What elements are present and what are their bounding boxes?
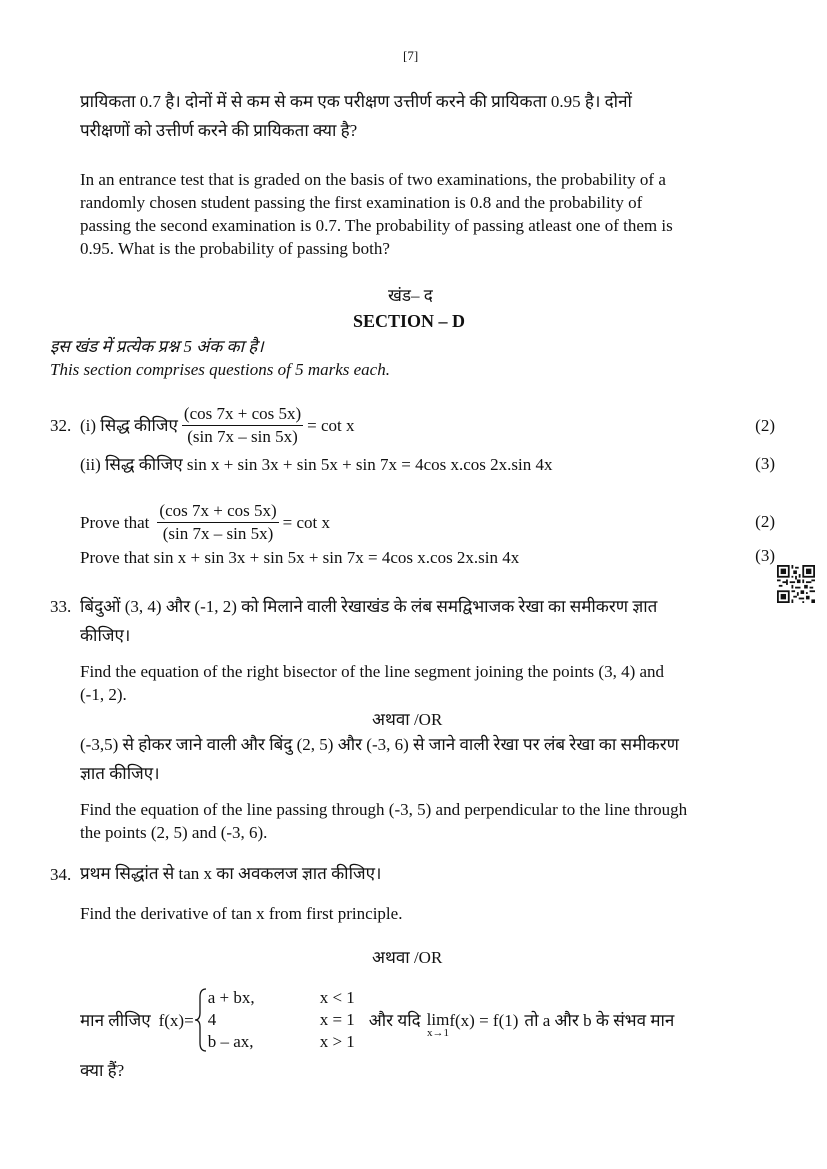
q34-case1-expr: a + bx, [207, 988, 255, 1007]
section-d-hindi-note: इस खंड में प्रत्येक प्रश्न 5 अंक का है। [50, 337, 264, 356]
q33-alt-english-line2: the points (2, 5) and (-3, 6). [80, 823, 268, 842]
q32-part2-hindi: (ii) सिद्ध कीजिए sin x + sin 3x + sin 5x + sin 7x = 4cos x.cos 2x.sin 4x [80, 455, 553, 474]
q34-case3-expr: b – ax, [207, 1032, 254, 1051]
q32-part1-prefix: (i) सिद्ध कीजिए [80, 415, 178, 435]
q32-en-part2: Prove that sin x + sin 3x + sin 5x + sin 7x = 4cos x.cos 2x.sin 4x [80, 548, 520, 567]
page-number: [7] [403, 48, 419, 63]
section-d-note: This section comprises questions of 5 marks each. [50, 360, 390, 379]
q31-hindi-line1: प्रायिकता 0.7 है। दोनों में से कम से कम एक परीक्षण उत्तीर्ण करने की प्रायिकता 0.95 है। दोनों [80, 92, 632, 111]
q33-alt-hindi-line2: ज्ञात कीजिए। [80, 764, 160, 783]
q33-number: 33. [50, 597, 72, 616]
q32-en-fraction-denominator: (sin 7x – sin 5x) [162, 523, 274, 543]
q34-brace [194, 987, 208, 1053]
q32-en-part1 [80, 497, 330, 547]
q34-alt-prefix: मान लीजिए [80, 1010, 151, 1030]
q34-line2: क्या हैं? [80, 1061, 125, 1080]
q31-english-line4: 0.95. What is the probability of passing both? [80, 239, 390, 258]
q34-lim-expr: f(x) = f(1) [449, 1010, 519, 1030]
q33-hindi-line2: कीजिए। [80, 626, 131, 645]
q32-rhs: = cot x [307, 415, 355, 435]
q34-english: Find the derivative of tan x from first principle. [80, 904, 403, 923]
q34-case2-cond: x = 1 [319, 1010, 355, 1029]
q32-en-marks1: (2) [755, 512, 775, 531]
q34-case-row [208, 987, 355, 1009]
q32-prove-that: Prove that [80, 512, 150, 532]
q34-piecewise [208, 987, 355, 1053]
q32-fraction-denominator: (sin 7x – sin 5x) [187, 426, 298, 446]
q34-alt-question [80, 985, 674, 1055]
q32-en-fraction [157, 500, 278, 545]
q34-limit [427, 1011, 450, 1039]
q32-part1 [80, 400, 355, 450]
q31-hindi-line2: परीक्षणों को उत्तीर्ण करने की प्रायिकता क्या है? [80, 121, 358, 140]
q34-case2-expr: 4 [207, 1010, 217, 1029]
q32-fraction-numerator: (cos 7x + cos 5x) [182, 403, 303, 426]
q31-english-line3: passing the second examination is 0.7. The probability of passing atleast one of them is [80, 216, 673, 235]
q34-case1-cond: x < 1 [319, 988, 355, 1007]
q34-or: अथवा /OR [372, 948, 443, 967]
q32-marks1: (2) [755, 416, 775, 435]
q33-or: अथवा /OR [372, 710, 443, 729]
q34-suffix: तो a और b के संभव मान [524, 1010, 675, 1030]
q32-number: 32. [50, 416, 72, 435]
q32-marks2: (3) [755, 454, 775, 473]
q32-en-rhs: = cot x [282, 512, 330, 532]
q34-number: 34. [50, 865, 72, 884]
q33-english-line1: Find the equation of the right bisector of the line segment joining the points (3, 4) and [80, 662, 665, 681]
q34-hindi: प्रथम सिद्धांत से tan x का अवकलज ज्ञात कीजिए। [80, 864, 382, 883]
q31-english-line1: In an entrance test that is graded on the basis of two examinations, the probability of a [80, 170, 666, 189]
q34-case3-cond: x > 1 [319, 1032, 355, 1051]
q33-alt-hindi-line1: (-3,5) से होकर जाने वाली और बिंदु (2, 5) और (-3, 6) से जाने वाली रेखा पर लंब रेखा का समीकरण [80, 735, 679, 754]
section-d-title: SECTION – D [353, 311, 466, 331]
q33-alt-english-line1: Find the equation of the line passing through (-3, 5) and perpendicular to the line through [80, 800, 688, 819]
q34-mid-text: और यदि [368, 1010, 421, 1030]
q33-english-line2: (-1, 2). [80, 685, 127, 704]
qr-code [777, 565, 815, 603]
q34-case-row [208, 1009, 355, 1031]
q34-case-row [208, 1031, 355, 1053]
q32-en-marks2: (3) [755, 546, 775, 565]
q32-en-fraction-numerator: (cos 7x + cos 5x) [157, 500, 278, 523]
q32-fraction [182, 403, 303, 448]
q34-fx: f(x)= [158, 1010, 194, 1030]
q34-lim-label: lim [426, 1010, 450, 1029]
section-d-hindi-title: खंड– द [388, 286, 433, 305]
q31-english-line2: randomly chosen student passing the first examination is 0.8 and the probability of [80, 193, 643, 212]
q34-lim-sub: x→1 [427, 1027, 449, 1039]
q33-hindi-line1: बिंदुओं (3, 4) और (-1, 2) को मिलाने वाली रेखाखंड के लंब समद्विभाजक रेखा का समीकरण ज्ञात [80, 597, 658, 616]
